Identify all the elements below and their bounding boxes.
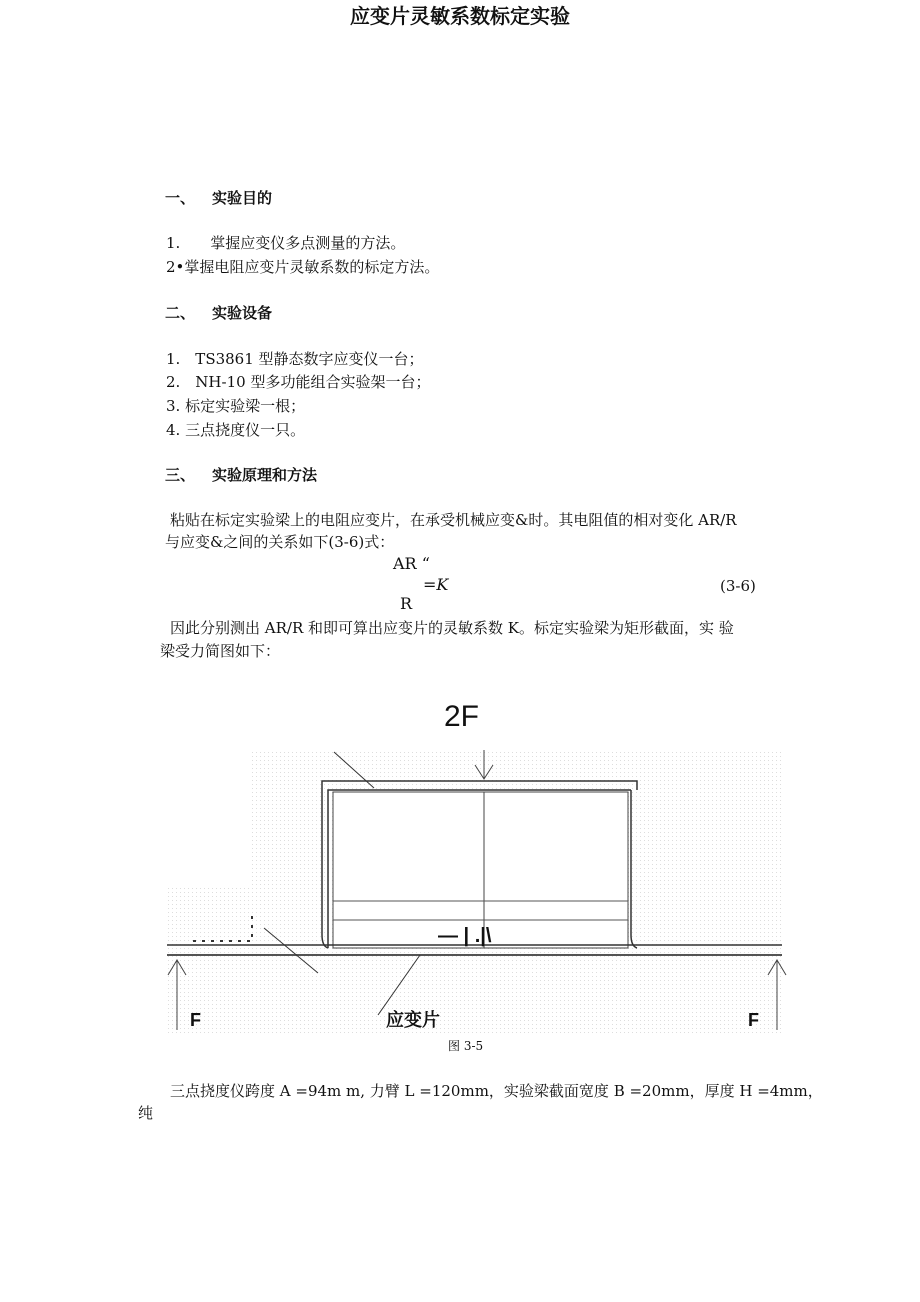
- paragraph-line: 三点挠度仪跨度 A =94m m, 力臂 L =120mm，实验梁截面宽度 B =20mm，厚度 H =4mm，: [170, 1082, 823, 1100]
- list-item: 1. TS3861 型静态数字应变仪一台；: [166, 350, 424, 368]
- paragraph-line: 粘贴在标定实验梁上的电阻应变片，在承受机械应变&时。其电阻值的相对变化 AR/R: [170, 511, 737, 529]
- list-item: 2. NH-10 型多功能组合实验架一台；: [166, 373, 431, 391]
- formula-number: (3-6): [720, 577, 756, 595]
- paragraph-line: 梁受力简图如下：: [160, 642, 281, 660]
- section-3-heading: 实验原理和方法: [212, 466, 318, 484]
- section-1-number: 一、: [165, 189, 196, 207]
- section-3-number: 三、: [165, 466, 196, 484]
- list-item: 3. 标定实验梁一根；: [166, 397, 306, 415]
- paragraph-line: 纯: [138, 1104, 154, 1122]
- list-item: 1. 掌握应变仪多点测量的方法。: [166, 234, 406, 252]
- diagram-background: [167, 888, 250, 1035]
- section-2-number: 二、: [165, 304, 196, 322]
- formula-rhs: =K: [423, 575, 449, 594]
- left-support-label: F: [190, 1010, 201, 1030]
- fragment-text: — | .|\: [438, 925, 492, 947]
- list-item: 2•掌握电阻应变片灵敏系数的标定方法。: [166, 258, 440, 276]
- document-title: 应变片灵敏系数标定实验: [350, 4, 570, 28]
- right-support-label: F: [748, 1010, 759, 1030]
- paragraph-line: 因此分别测出 AR/R 和即可算出应变片的灵敏系数 K。标定实验梁为矩形截面，实 验: [170, 619, 734, 637]
- formula-numerator: AR “: [393, 554, 430, 573]
- formula-denominator: R: [400, 594, 413, 613]
- gauge-label: 应变片: [386, 1010, 440, 1030]
- section-2-heading: 实验设备: [212, 304, 273, 322]
- load-label: 2F: [444, 700, 480, 733]
- section-1-heading: 实验目的: [212, 189, 273, 207]
- paragraph-line: 与应变&之间的关系如下(3-6)式：: [165, 533, 395, 551]
- list-item: 4. 三点挠度仪一只。: [166, 421, 306, 439]
- figure-caption: 图 3-5: [448, 1039, 484, 1053]
